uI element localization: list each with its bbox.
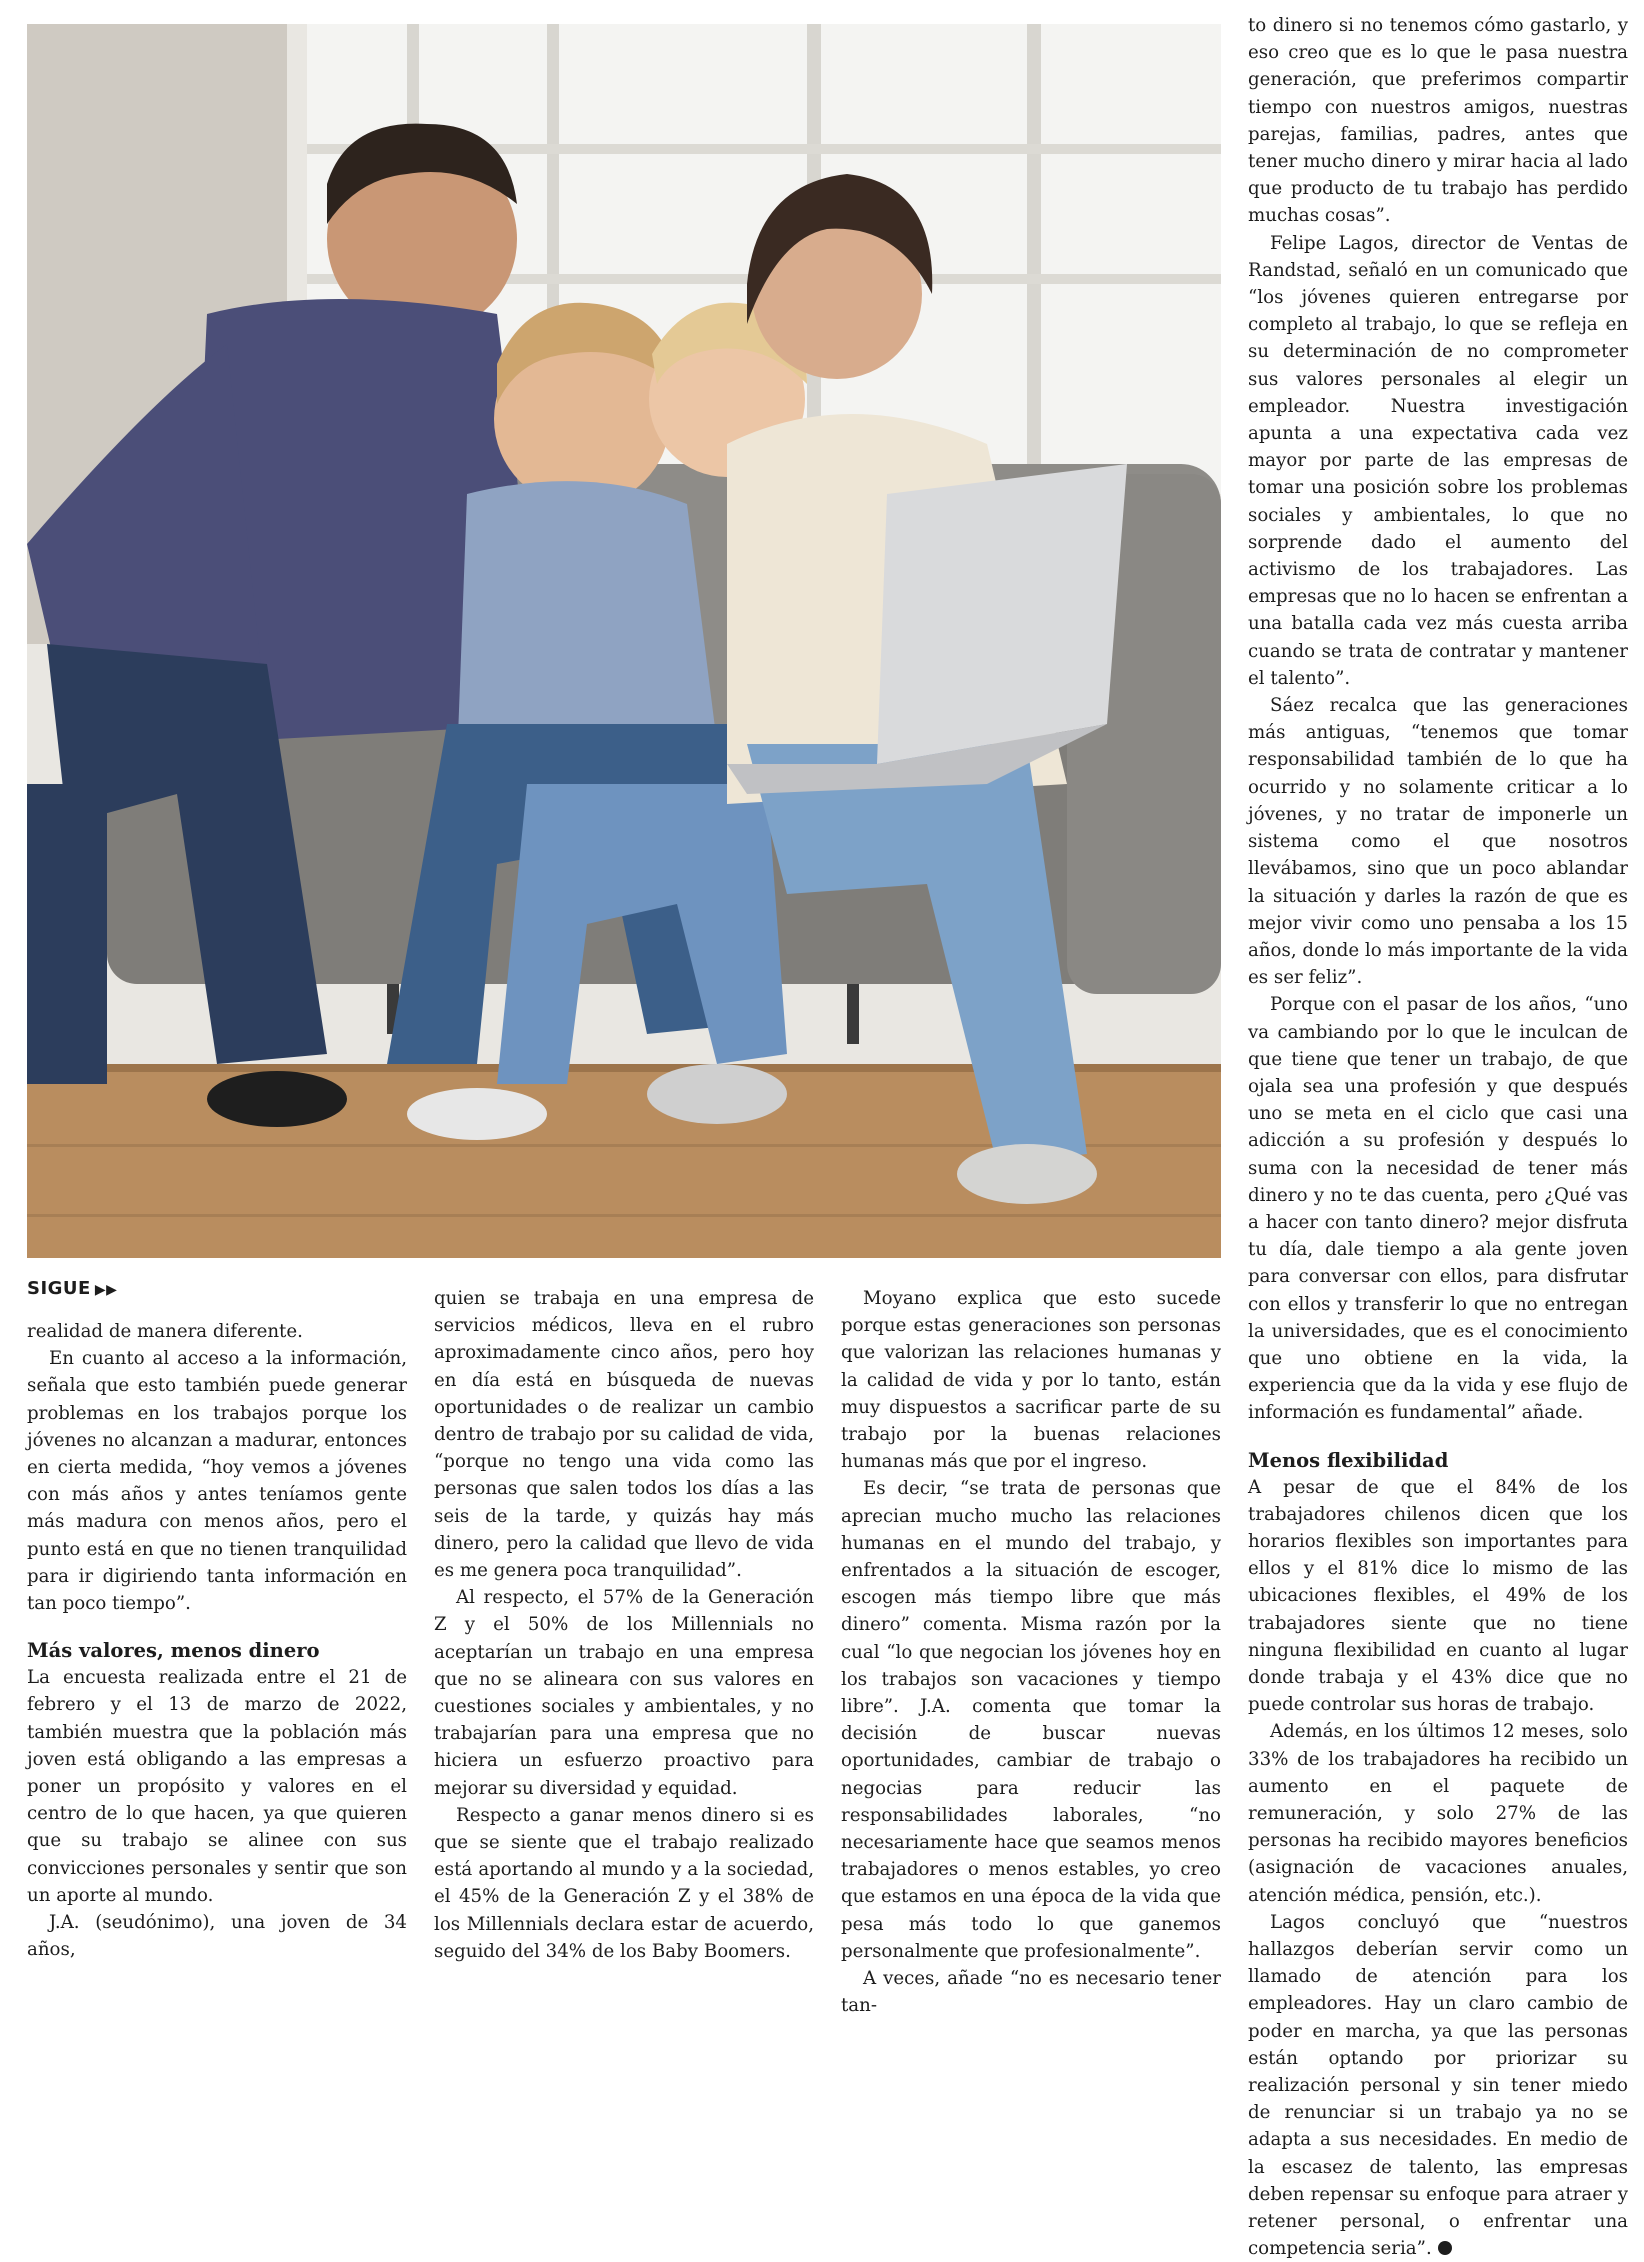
family-photo bbox=[27, 24, 1221, 1258]
paragraph: Sáez recalca que las generaciones más antiguas, “tenemos que tomar responsabilidad también de lo que ha ocurrido y no solamente criticar a lo jóvenes, y no tratar de imponerle un sistema como el que nosotros llevábamos, sino que un poco ablandar la situación y darles la razón de que es mejor vivir como uno pensaba a los 15 años, donde lo más importante de la vida es ser feliz”. bbox=[1248, 695, 1628, 989]
article-column-1 bbox=[27, 1318, 407, 1963]
section-heading: Menos flexibilidad bbox=[1248, 1448, 1449, 1472]
paragraph: Felipe Lagos, director de Ventas de Randstad, señaló en un comunicado que “los jóvenes quieren entregarse por completo al trabajo, lo que se refleja en su determinación de no comprometer sus valores personales al elegir un empleador. Nuestra investigación apunta a una expectativa cada vez mayor por parte de las empresas de tomar una posición sobre los problemas sociales y ambientales, lo que no sorprende dado el aumento del activismo de los trabajadores. Las empresas que no lo hacen se enfrentan a una batalla cada vez más cuesta arriba cuando se trata de contratar y mantener el talento”. bbox=[1248, 232, 1628, 689]
paragraph: Es decir, “se trata de personas que aprecian mucho mucho las relaciones humanas en el mundo del trabajo, y enfrentados a la situación de escoger, escogen más tiempo libre que más dinero” comenta. Misma razón por la cual “lo que negocian los jóvenes hoy en los trabajos son vacaciones y tiempo libre”. J.A. comenta que tomar la decisión de buscar nuevas oportunidades, cambiar de trabajo o negocias para reducir las responsabilidades laborales, “no necesariamente hace que seamos menos trabajadores o menos estables, yo creo que estamos en una época de la vida que pesa más todo lo que ganemos personalmente que profesionalmente”. bbox=[841, 1478, 1221, 1962]
double-right-arrow-icon: ▶▶ bbox=[94, 1282, 118, 1298]
paragraph: En cuanto al acceso a la información, señala que esto también puede generar problemas en los trabajos porque los jóvenes no alcanzan a madurar, entonces en cierta medida, “hoy vemos a jóvenes con más años y antes teníamos gente más madura con menos años, pero el punto está en que no tienen tranquilidad para ir digiriendo tanta información en tan poco tiempo”. bbox=[27, 1348, 407, 1615]
continue-label: SIGUE bbox=[27, 1278, 91, 1299]
paragraph bbox=[1248, 1909, 1628, 2262]
paragraph: quien se trabaja en una empresa de servicios médicos, lleva en el rubro aproximadamente cinco años, pero hoy en día está en búsqueda de nuevas oportunidades o de realizar un cambio dentro de trabajo por su calidad de vida, “porque no tengo una vida como las personas que salen todos los días a las seis de la tarde, y quizás hay más dinero, pero la calidad que llevo de vida es me genera poca tranquilidad”. bbox=[434, 1288, 814, 1582]
paragraph: A pesar de que el 84% de los trabajadores chilenos dicen que los horarios flexibles son importantes para ellos y el 81% dice lo mismo de las ubicaciones flexibles, el 49% de los trabajadores siente que no tiene ninguna flexibilidad en cuanto al lugar donde trabaja y el 43% dice que no puede controlar sus horas de trabajo. bbox=[1248, 1476, 1628, 1716]
paragraph: to dinero si no tenemos cómo gastarlo, y eso creo que es lo que le pasa nuestra generación, que preferimos compartir tiempo con nuestros amigos, nuestras parejas, familias, padres, antes que tener mucho dinero y mirar hacia al lado que producto de tu trabajo has perdido muchas cosas”. bbox=[1248, 15, 1628, 227]
paragraph: Al respecto, el 57% de la Generación Z y el 50% de los Millennials no aceptarían un trabajo en una empresa que no se alineara con sus valores en cuestiones sociales y ambientales, y no trabajarían para una empresa que no hiciera un esfuerzo proactivo para mejorar su diversidad y equidad. bbox=[434, 1587, 814, 1799]
paragraph: Además, en los últimos 12 meses, solo 33% de los trabajadores ha recibido un aumento en el paquete de remuneración, y solo 27% de las personas ha recibido mayores beneficios (asignación de vacaciones anuales, atención médica, pensión, etc.). bbox=[1248, 1721, 1628, 1906]
article-column-3 bbox=[841, 1285, 1221, 2019]
paragraph: Respecto a ganar menos dinero si es que se siente que el trabajo realizado está aportando al mundo y a la sociedad, el 45% de la Generación Z y el 38% de los Millennials declara estar de acuerdo, seguido del 34% de los Baby Boomers. bbox=[434, 1804, 814, 1962]
paragraph: realidad de manera diferente. bbox=[27, 1321, 303, 1342]
paragraph: Porque con el pasar de los años, “uno va cambiando por lo que le inculcan de que tiene que tener un trabajo, de que ojala sea una profesión y que después uno se meta en el ciclo que casi una adicción a su profesión y después lo suma con la necesidad de tener más dinero y no te das cuenta, pero ¿Qué vas a hacer con tanto dinero? mejor disfruta tu día, dale tiempo a ala gente joven para conversar con ellos, para disfrutar con ellos y transferir lo que no entregan la universidades, que es el conocimiento que uno obtiene en la vida, la experiencia que da la vida y ese flujo de información es fundamental” añade. bbox=[1248, 994, 1628, 1424]
paragraph: Moyano explica que esto sucede porque estas generaciones son personas que valorizan las relaciones humanas y la calidad de vida y por lo tanto, están muy dispuestos a sacrificar parte de su trabajo por la buenas relaciones humanas más que por el ingreso. bbox=[841, 1288, 1221, 1473]
end-of-article-bullet-icon bbox=[1438, 2241, 1452, 2255]
paragraph: La encuesta realizada entre el 21 de febrero y el 13 de marzo de 2022, también muestra que la población más joven está obligando a las empresas a poner un propósito y valores en el centro de lo que hacen, ya que quieren que su trabajo se alinee con sus convicciones personales y sentir que son un aporte al mundo. bbox=[27, 1667, 407, 1906]
article-column-4 bbox=[1248, 12, 1628, 2262]
paragraph-text: Lagos concluyó que “nuestros hallazgos deberían servir como un llamado de atención para los empleadores. Hay un claro cambio de poder en marcha, ya que las personas están optando por priorizar su realización personal y sin tener miedo de renunciar si un trabajo ya no se adapta a sus necesidades. En medio de la escasez de talento, las empresas deben repensar su enfoque para atraer y retener personal, o enfrentar una competencia seria”. bbox=[1248, 1911, 1628, 2260]
section-heading: Más valores, menos dinero bbox=[27, 1639, 320, 1663]
continue-marker bbox=[27, 1278, 117, 1299]
paragraph: J.A. (seudónimo), una joven de 34 años, bbox=[27, 1912, 407, 1961]
article-column-2 bbox=[434, 1285, 814, 1965]
paragraph: A veces, añade “no es necesario tener tan- bbox=[841, 1968, 1221, 2017]
